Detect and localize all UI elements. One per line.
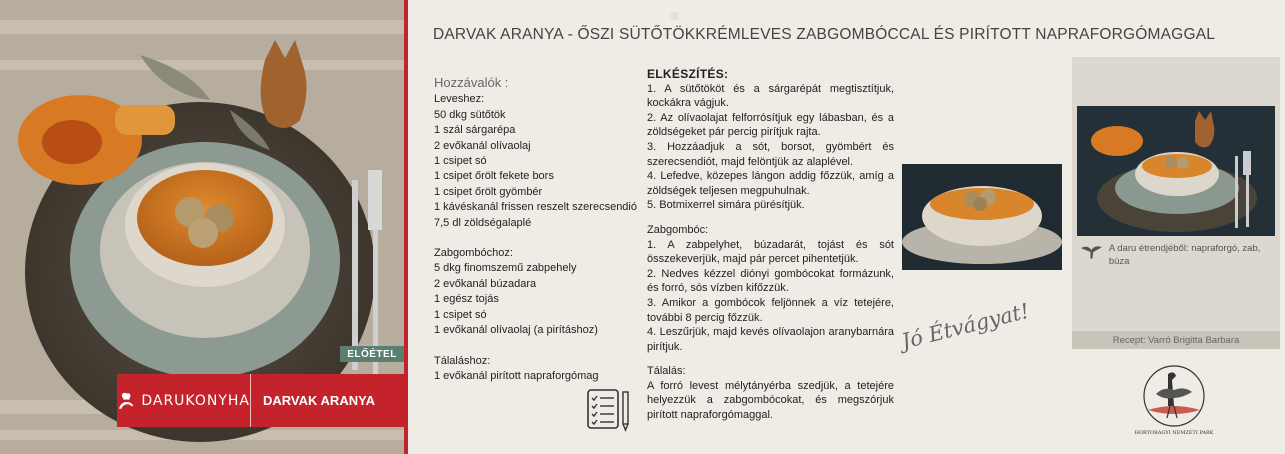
category-badge: ELŐÉTEL [340,346,404,362]
serving-text: A forró levest mélytányérba szedjük, a tetejére helyezzük a zabgombócokat, és megszórjuk pirított napraforgómaggal. [647,379,894,422]
table-setting-photo [1077,106,1275,236]
crane-diet-note: A daru étrendjéből: napraforgó, zab, búza [1080,242,1275,268]
list-item: 2 evőkanál búzadara [434,277,537,290]
dumpling-steps [647,223,894,354]
soup-steps [647,82,894,213]
preparation-section [647,67,894,433]
brand-bar [117,374,407,427]
list-item: 1 evőkanál olívaolaj (a pirításhoz) [434,324,598,337]
crane-bird-icon [1080,242,1103,260]
list-item: 2. Az olívaolajat felforrósítjuk egy lábasban, és a zöldségeket pár percig pirítjuk rajta. [647,111,894,139]
list-item: 4. Leszűrjük, majd kevés olívaolajon aranybarnára pirítjuk. [647,326,894,353]
list-item: 1 kávéskanál frissen reszelt szerecsendió [434,201,637,214]
ingredient-group-title: Leveshez: [434,93,485,106]
list-item: 50 dkg sütőtök [434,108,506,121]
list-item: 2 evőkanál olívaolaj [434,139,531,152]
list-item: 1 csipet őrölt gyömbér [434,185,543,198]
list-item: 3. Hozzáadjuk a sót, borsot, gyömbért és szerecsendiót, majd felöntjük az alaplével. [647,140,894,168]
recipe-credit: Recept: Varró Brigitta Barbara [1072,331,1280,349]
right-panel [1072,57,1280,349]
ingredient-group-title: Tálaláshoz: [434,354,491,367]
list-item: 5. Botmixerrel simára pürésítjük. [647,199,805,212]
darukonyha-logo: DARUKONYHA [117,374,251,427]
park-logo [1134,360,1224,440]
watermark: ❁ [670,11,681,23]
chef-crane-icon [117,381,135,421]
ingredient-group-title: Zabgombóchoz: [434,247,513,260]
list-item: 5 dkg finomszemű zabpehely [434,262,577,275]
list-item: 1 egész tojás [434,293,499,306]
dumpling-heading: Zabgombóc: [647,223,709,236]
park-logo-text: HORTOBÁGYI NEMZETI PARK [1134,430,1214,436]
checklist-icon [586,388,632,432]
brand-name: DARVAK ARANYA [263,393,375,408]
list-item: 1. A sütőtököt és a sárgarépát megtisztítjuk, kockákra vágjuk. [647,82,894,110]
preparation-heading: ELKÉSZÍTÉS: [647,67,729,81]
list-item: 1 szál sárgarépa [434,124,516,137]
soup-bowl-photo [902,164,1062,270]
list-item: 7,5 dl zöldségalaplé [434,216,532,229]
serving-heading: Tálalás: [647,365,686,378]
list-item: 2. Nedves kézzel diónyi gombócokat formázunk, és forró, sós vízben kifőzzük. [647,267,894,295]
ingredient-group-soup [434,92,644,231]
list-item: 1 csipet só [434,155,487,168]
ingredients-heading: Hozzávalók : [434,75,509,90]
list-item: 1 csipet őrölt fekete bors [434,170,554,183]
list-item: 1 csipet só [434,308,487,321]
list-item: 1. A zabpelyhet, búzadarát, tojást és sót összekeverjük, majd pár percet pihentetjük. [647,238,894,266]
page-title: DARVAK ARANYA - ŐSZI SÜTŐTÖKKRÉMLEVES ZABGOMBÓCCAL ÉS PIRÍTOTT NAPRAFORGÓMAGGAL [433,26,1216,43]
greeting: Jó Étvágyat! [899,298,1032,354]
list-item: 1 evőkanál pirított napraforgómag [434,369,599,382]
ingredient-group-serving [434,354,644,385]
list-item: 4. Lefedve, közepes lángon addig főzzük, amíg a zöldségek teljesen megpuhulnak. [647,170,894,197]
ingredients-section [434,75,644,399]
list-item: 3. Amikor a gombócok feljönnek a víz tetejére, további 8 percig főzzük. [647,296,894,324]
ingredient-group-dumpling [434,246,644,338]
serving-steps [647,364,894,422]
